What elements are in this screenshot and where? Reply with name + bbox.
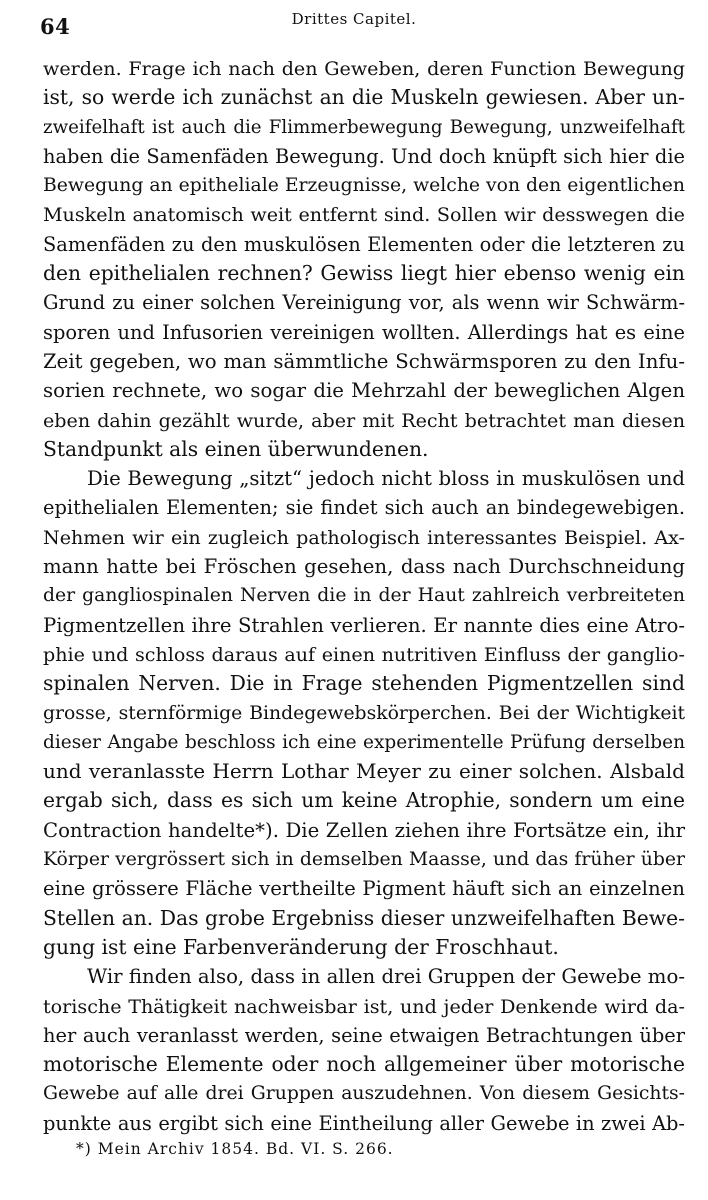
text-line: Die Bewegung „sitzt“ jedoch nicht bloss in muskulösen und xyxy=(87,467,685,491)
text-line: eine grössere Fläche vertheilte Pigment häuft sich an einzelnen xyxy=(43,877,685,901)
text-line: Körper vergrössert sich in demselben Maasse, und das früher über xyxy=(43,849,685,871)
text-line: Stellen an. Das grobe Ergebniss dieser unzweifelhaften Bewe- xyxy=(43,905,685,930)
paragraph xyxy=(43,54,685,464)
paragraph xyxy=(43,464,685,962)
text-line: Muskeln anatomisch weit entfernt sind. Sollen wir desswegen die xyxy=(43,203,685,227)
text-line: Samenfäden zu den muskulösen Elementen oder die letzteren zu xyxy=(43,232,685,256)
text-line: Nehmen wir ein zugleich pathologisch interessantes Beispiel. Ax- xyxy=(43,525,685,549)
text-line: der gangliospinalen Nerven die in der Haut zahlreich verbreiteten xyxy=(43,585,685,607)
text-line: Pigmentzellen ihre Strahlen verlieren. Er nannte dies eine Atro- xyxy=(43,613,685,637)
text-line: ist, so werde ich zunächst an die Muskeln gewiesen. Aber un- xyxy=(43,85,685,110)
text-line: ergab sich, dass es sich um keine Atrophie, sondern um eine xyxy=(43,788,685,813)
text-line: dieser Angabe beschloss ich eine experimentelle Prüfung derselben xyxy=(43,731,685,753)
text-line: gung ist eine Farbenveränderung der Froschhaut. xyxy=(43,934,559,959)
running-title: Drittes Capitel. xyxy=(291,10,417,28)
page-header xyxy=(0,0,708,48)
text-line: Wir finden also, dass in allen drei Gruppen der Gewebe mo- xyxy=(87,965,685,989)
text-line: Contraction handelte*). Die Zellen ziehen ihre Fortsätze ein, ihr xyxy=(43,818,685,842)
text-line: und veranlasste Herrn Lothar Meyer zu einer solchen. Alsbald xyxy=(43,759,685,784)
text-line: grosse, sternförmige Bindegewebskörperchen. Bei der Wichtigkeit xyxy=(43,702,685,724)
text-line: Bewegung an epitheliale Erzeugnisse, welche von den eigentlichen xyxy=(43,175,685,197)
text-line: mann hatte bei Fröschen gesehen, dass nach Durchschneidung xyxy=(43,555,685,579)
text-line: eben dahin gezählt wurde, aber mit Recht betrachtet man diesen xyxy=(43,408,685,432)
footnote: *) Mein Archiv 1854. Bd. VI. S. 266. xyxy=(76,1140,394,1158)
text-line: Standpunkt als einen überwundenen. xyxy=(43,436,429,461)
text-line: her auch veranlasst werden, seine etwaigen Betrachtungen über xyxy=(43,1023,685,1047)
text-line: sporen und Infusorien vereinigen wollten. Allerdings hat es eine xyxy=(43,320,685,344)
text-line: den epithelialen rechnen? Gewiss liegt hier ebenso wenig ein xyxy=(43,261,685,286)
text-line: punkte aus ergibt sich eine Eintheilung aller Gewebe in zwei Ab- xyxy=(43,1111,685,1135)
text-line: Gewebe auf alle drei Gruppen auszudehnen. Von diesem Gesichts- xyxy=(43,1083,685,1105)
text-line: torische Thätigkeit nachweisbar ist, und jeder Denkende wird da- xyxy=(43,994,685,1018)
body-text xyxy=(43,54,685,1138)
text-line: haben die Samenfäden Bewegung. Und doch knüpft sich hier die xyxy=(43,144,685,168)
paragraph xyxy=(43,962,685,1138)
text-line: motorische Elemente oder noch allgemeiner über motorische xyxy=(43,1052,685,1077)
text-line: Grund zu einer solchen Vereinigung vor, als wenn wir Schwärm- xyxy=(43,291,685,315)
text-line: Zeit gegeben, wo man sämmtliche Schwärmsporen zu den Infu- xyxy=(43,349,685,373)
text-line: spinalen Nerven. Die in Frage stehenden Pigmentzellen sind xyxy=(43,671,685,696)
page-number: 64 xyxy=(40,14,71,39)
text-line: zweifelhaft ist auch die Flimmerbewegung Bewegung, unzweifelhaft xyxy=(43,116,685,138)
text-line: werden. Frage ich nach den Geweben, deren Function Bewegung xyxy=(43,57,685,80)
text-line: epithelialen Elementen; sie findet sich auch an bindegewebigen. xyxy=(43,496,685,520)
text-line: phie und schloss daraus auf einen nutritiven Einfluss der ganglio- xyxy=(43,642,685,666)
text-line: sorien rechnete, wo sogar die Mehrzahl der beweglichen Algen xyxy=(43,379,685,403)
